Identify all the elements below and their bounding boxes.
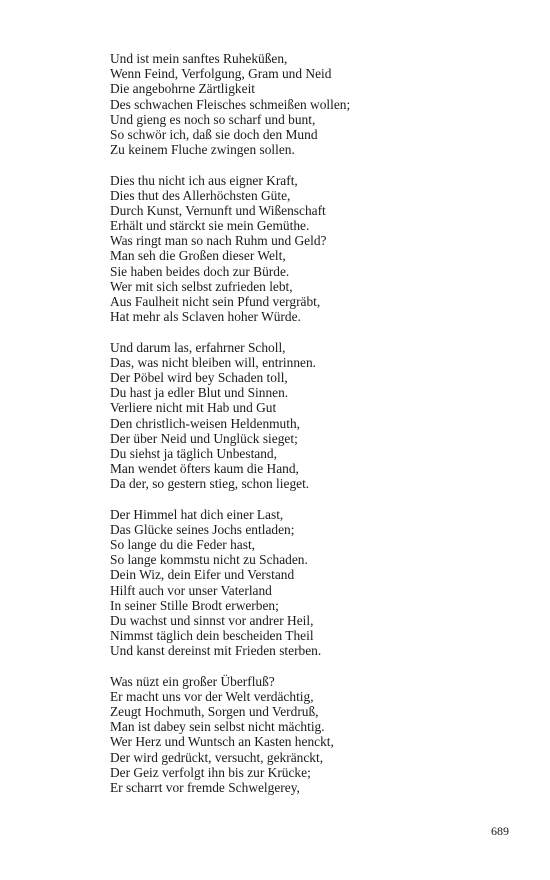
- verse-line: Er scharrt vor fremde Schwelgerey,: [110, 780, 300, 795]
- stanza-4: [110, 507, 530, 659]
- verse-line: Was ringt man so nach Ruhm und Geld?: [110, 233, 327, 249]
- verse-line: Dies thu nicht ich aus eigner Kraft,: [110, 172, 298, 188]
- verse-line: Dein Wiz, dein Eifer und Verstand: [110, 567, 295, 583]
- verse-line: Er macht uns vor der Welt verdächtig,: [110, 688, 314, 704]
- verse-line: Du wachst und sinnst vor andrer Heil,: [110, 612, 314, 628]
- stanza-2: [110, 173, 530, 325]
- verse-line: Hat mehr als Sclaven hoher Würde.: [110, 309, 301, 325]
- verse-line: Und gieng es noch so scharf und bunt,: [110, 111, 316, 127]
- verse-line: Man ist dabey sein selbst nicht mächtig.: [110, 719, 325, 735]
- poem-body: [110, 51, 530, 810]
- verse-line: Zu keinem Fluche zwingen sollen.: [110, 142, 295, 158]
- verse-line: Wer Herz und Wuntsch an Kasten henckt,: [110, 734, 334, 750]
- verse-line: Und darum las, erfahrner Scholl,: [110, 339, 286, 355]
- verse-line: Den christlich-weisen Heldenmuth,: [110, 415, 301, 431]
- verse-line: Wenn Feind, Verfolgung, Gram und Neid: [110, 66, 332, 82]
- verse-line: Dies thut des Allerhöchsten Güte,: [110, 187, 291, 203]
- verse-line: Man wendet öfters kaum die Hand,: [110, 461, 299, 477]
- verse-line: So schwör ich, daß sie doch den Mund: [110, 126, 318, 142]
- verse-line: Man seh die Großen dieser Welt,: [110, 248, 286, 264]
- verse-line: Des schwachen Fleisches schmeißen wollen;: [110, 96, 351, 112]
- verse-line: In seiner Stille Brodt erwerben;: [110, 597, 279, 613]
- verse-line: Und kanst dereinst mit Frieden sterben.: [110, 643, 322, 659]
- verse-line: Das Glücke seines Jochs entladen;: [110, 521, 295, 537]
- verse-line: Aus Faulheit nicht sein Pfund vergräbt,: [110, 294, 321, 309]
- verse-line: Der Pöbel wird bey Schaden toll,: [110, 369, 288, 385]
- stanza-3: [110, 340, 530, 492]
- verse-line: Der Geiz verfolgt ihn bis zur Krücke;: [110, 764, 311, 780]
- verse-line: Zeugt Hochmuth, Sorgen und Verdruß,: [110, 704, 319, 720]
- page-number: 689: [491, 824, 509, 838]
- verse-line: Wer mit sich selbst zufrieden lebt,: [110, 278, 293, 294]
- stanza-5: [110, 674, 530, 796]
- verse-line: Und ist mein sanftes Ruheküßen,: [110, 51, 288, 66]
- verse-line: Du siehst ja täglich Unbestand,: [110, 445, 277, 461]
- verse-line: So lange kommstu nicht zu Schaden.: [110, 552, 308, 568]
- verse-line: Erhält und stärckt sie mein Gemüthe.: [110, 218, 310, 234]
- verse-line: Sie haben beides doch zur Bürde.: [110, 263, 290, 279]
- verse-line: Verliere nicht mit Hab und Gut: [110, 400, 277, 416]
- verse-line: Der über Neid und Unglück sieget;: [110, 430, 298, 446]
- stanza-1: [110, 51, 530, 157]
- verse-line: Das, was nicht bleiben will, entrinnen.: [110, 354, 317, 370]
- verse-line: Die angebohrne Zärtligkeit: [110, 81, 256, 97]
- verse-line: So lange du die Feder hast,: [110, 537, 256, 552]
- verse-line: Nimmst täglich dein bescheiden Theil: [110, 628, 314, 644]
- verse-line: Der Himmel hat dich einer Last,: [110, 506, 284, 522]
- verse-line: Du hast ja edler Blut und Sinnen.: [110, 385, 289, 401]
- verse-line: Durch Kunst, Vernunft und Wißenschaft: [110, 202, 326, 218]
- verse-line: Der wird gedrückt, versucht, gekränckt,: [110, 749, 324, 765]
- verse-line: Was nüzt ein großer Überfluß?: [110, 673, 275, 689]
- verse-line: Da der, so gestern stieg, schon lieget.: [110, 476, 310, 492]
- verse-line: Hilft auch vor unser Vaterland: [110, 582, 272, 598]
